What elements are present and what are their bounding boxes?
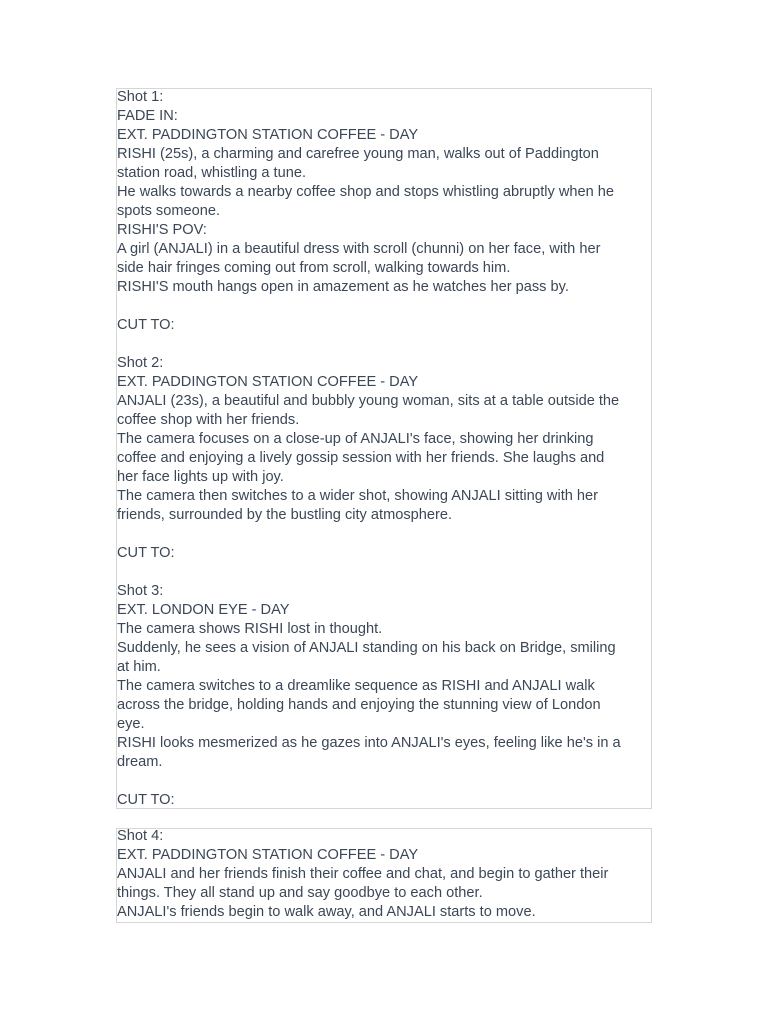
script-line: ANJALI (23s), a beautiful and bubbly young woman, sits at a table outside the — [117, 393, 620, 409]
script-line: her face lights up with joy. — [117, 469, 284, 485]
script-line: He walks towards a nearby coffee shop and stops whistling abruptly when he — [117, 184, 615, 200]
blank-line — [117, 772, 651, 791]
script-line: CUT TO: — [117, 545, 175, 561]
script-lines — [117, 88, 651, 810]
script-line: friends, surrounded by the bustling city atmosphere. — [117, 507, 453, 523]
script-line: Shot 2: — [117, 355, 164, 371]
script-line: EXT. LONDON EYE - DAY — [117, 602, 290, 618]
script-line: things. They all stand up and say goodbye to each other. — [117, 885, 483, 901]
script-line: EXT. PADDINGTON STATION COFFEE - DAY — [117, 127, 419, 143]
script-line: across the bridge, holding hands and enjoying the stunning view of London — [117, 697, 601, 713]
script-line: The camera focuses on a close-up of ANJALI's face, showing her drinking — [117, 431, 594, 447]
script-line: Suddenly, he sees a vision of ANJALI standing on his back on Bridge, smiling — [117, 640, 616, 656]
script-line: ANJALI and her friends finish their coffee and chat, and begin to gather their — [117, 866, 609, 882]
script-line: A girl (ANJALI) in a beautiful dress with scroll (chunni) on her face, with her — [117, 241, 601, 257]
script-line: FADE IN: — [117, 108, 178, 124]
script-line: EXT. PADDINGTON STATION COFFEE - DAY — [117, 847, 419, 863]
script-line: coffee and enjoying a lively gossip session with her friends. She laughs and — [117, 450, 605, 466]
script-block-2 — [116, 828, 652, 923]
script-line: side hair fringes coming out from scroll, walking towards him. — [117, 260, 511, 276]
script-line: RISHI (25s), a charming and carefree young man, walks out of Paddington — [117, 146, 599, 162]
script-line: RISHI'S POV: — [117, 222, 207, 238]
blank-line — [117, 297, 651, 316]
script-line: The camera switches to a dreamlike sequence as RISHI and ANJALI walk — [117, 678, 595, 694]
script-line: Shot 1: — [117, 89, 164, 105]
script-line: station road, whistling a tune. — [117, 165, 307, 181]
script-line: EXT. PADDINGTON STATION COFFEE - DAY — [117, 374, 419, 390]
script-lines — [117, 827, 651, 922]
script-line: The camera then switches to a wider shot, showing ANJALI sitting with her — [117, 488, 599, 504]
script-line: RISHI'S mouth hangs open in amazement as he watches her pass by. — [117, 279, 569, 295]
script-line: at him. — [117, 659, 161, 675]
script-line: CUT TO: — [117, 317, 175, 333]
script-line: CUT TO: — [117, 792, 175, 808]
script-line: coffee shop with her friends. — [117, 412, 300, 428]
script-line: spots someone. — [117, 203, 221, 219]
script-line: ANJALI's friends begin to walk away, and ANJALI starts to move. — [117, 904, 536, 920]
blank-line — [117, 563, 651, 582]
script-line: RISHI looks mesmerized as he gazes into ANJALI's eyes, feeling like he's in a — [117, 735, 621, 751]
blank-line — [117, 525, 651, 544]
script-line: eye. — [117, 716, 145, 732]
script-block-1 — [116, 88, 652, 809]
script-line: dream. — [117, 754, 163, 770]
blank-line — [117, 335, 651, 354]
script-line: The camera shows RISHI lost in thought. — [117, 621, 383, 637]
script-line: Shot 4: — [117, 828, 164, 844]
script-line: Shot 3: — [117, 583, 164, 599]
